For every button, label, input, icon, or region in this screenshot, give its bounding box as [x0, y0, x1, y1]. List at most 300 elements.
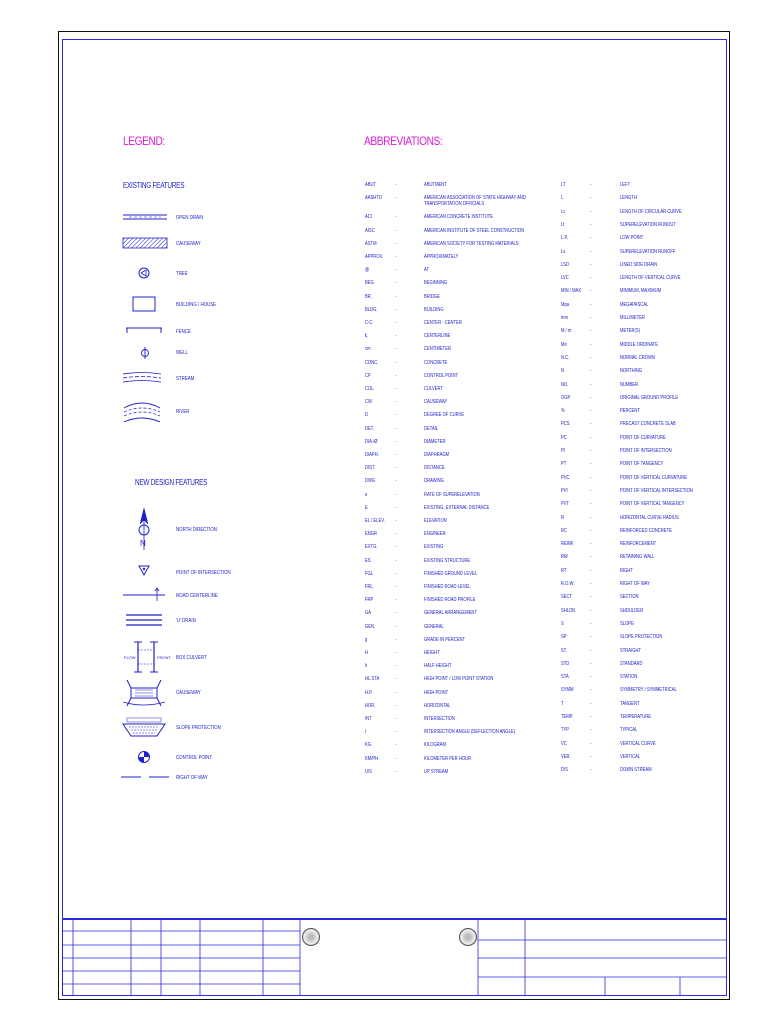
- abbreviation-code: @: [365, 267, 370, 274]
- abbreviation-definition: POINT OF VERTICAL CURVATURE: [620, 474, 688, 481]
- abbreviation-definition: POINT OF CURVATURE: [620, 434, 666, 441]
- abbreviation-separator: -: [590, 620, 592, 627]
- abbreviation-definition: GENERAL: [424, 623, 444, 630]
- abbreviation-separator: -: [590, 487, 592, 494]
- abbreviation-definition: RIGHT: [620, 567, 633, 574]
- abbreviation-separator: -: [395, 293, 397, 300]
- abbreviation-code: OGP: [561, 394, 571, 401]
- abbreviation-definition: LEFT: [620, 182, 631, 188]
- legend-label: SLOPE PROTECTION: [176, 725, 221, 731]
- abbreviation-separator: -: [590, 381, 592, 388]
- abbreviation-separator: -: [395, 306, 397, 313]
- abbreviation-code: Lt: [561, 221, 565, 228]
- abbreviation-separator: -: [590, 514, 592, 521]
- abbreviation-code: FGL: [365, 570, 374, 577]
- abbreviation-separator: -: [395, 478, 397, 485]
- abbreviation-separator: -: [395, 689, 397, 696]
- abbreviation-code: DIST.: [365, 465, 376, 472]
- abbreviation-separator: -: [395, 386, 397, 392]
- abbreviation-separator: -: [395, 636, 397, 643]
- abbreviation-definition: EXISTING: [424, 544, 444, 551]
- open-drain-icon: [121, 212, 169, 222]
- abbreviation-code: KG.: [365, 742, 373, 749]
- legend-label: CONTROL POINT: [176, 755, 213, 761]
- abbreviation-code: DWG: [365, 478, 376, 485]
- abbreviation-separator: -: [395, 597, 397, 604]
- abbreviation-definition: DETAIL: [424, 425, 439, 432]
- abbreviation-code: STD: [561, 660, 570, 667]
- abbreviation-separator: -: [590, 368, 592, 375]
- abbreviation-definition: UP STREAM: [424, 768, 449, 775]
- abbreviation-definition: REINFORCED CONCRETE: [620, 527, 672, 534]
- abbreviation-code: CUL.: [365, 386, 375, 392]
- abbreviation-separator: -: [395, 254, 397, 260]
- abbreviation-code: PVT: [561, 501, 570, 508]
- legend-label: STREAM: [176, 376, 195, 382]
- abbreviation-definition: LENGTH: [620, 195, 637, 202]
- abbreviation-definition: EXISTING STRUCTURE: [424, 557, 471, 564]
- abbreviation-separator: -: [395, 214, 397, 221]
- abbreviation-code: H: [365, 650, 368, 656]
- abbreviation-separator: -: [590, 341, 592, 348]
- abbreviation-code: GEN.: [365, 623, 376, 630]
- abbreviation-definition: BEGINNING: [424, 280, 448, 287]
- abbreviation-code: DIAPH.: [365, 452, 379, 458]
- abbreviation-separator: -: [395, 182, 397, 188]
- abbreviation-separator: -: [395, 320, 397, 326]
- abbreviation-code: BEG.: [365, 280, 375, 287]
- abbreviation-code: EL / ELEV.: [365, 518, 385, 524]
- abbreviation-separator: -: [590, 461, 592, 468]
- abbreviation-separator: -: [395, 584, 397, 590]
- causeway-hatch-icon: [121, 237, 169, 249]
- abbreviation-code: PC: [561, 434, 567, 441]
- abbreviation-separator: -: [590, 541, 592, 548]
- abbreviation-separator: -: [395, 610, 397, 617]
- abbreviation-separator: -: [590, 687, 592, 694]
- abbreviation-code: CONC.: [365, 359, 379, 366]
- abbreviation-separator: -: [395, 491, 397, 498]
- abbreviation-separator: -: [395, 650, 397, 656]
- slope-protection-icon: [119, 716, 169, 738]
- abbreviation-separator: -: [395, 518, 397, 524]
- well-icon: [139, 346, 151, 360]
- abbreviation-definition: GRADE IN PERCENT: [424, 636, 466, 643]
- legend-label: BOX CULVERT: [176, 655, 207, 661]
- abbreviation-separator: -: [590, 714, 592, 720]
- abbreviation-definition: KILOGRAM: [424, 742, 446, 749]
- abbreviation-code: mm: [561, 315, 568, 321]
- abbreviation-definition: NORTHING: [620, 368, 643, 375]
- abbreviation-separator: -: [590, 554, 592, 561]
- abbreviation-separator: -: [590, 315, 592, 321]
- legend-label: NORTH DIRECTION: [176, 527, 217, 533]
- abbreviation-separator: -: [395, 359, 397, 366]
- svg-text:N: N: [140, 539, 146, 548]
- abbreviation-code: DIA./Ø: [365, 438, 378, 445]
- abbreviation-code: AISC: [365, 227, 375, 234]
- abbreviation-code: R.O.W.: [561, 581, 575, 587]
- abbreviation-definition: AMERICAN CONCRETE INSTITUTE: [424, 214, 493, 221]
- abbreviation-code: S: [561, 620, 564, 627]
- abbreviation-separator: -: [590, 474, 592, 481]
- abbreviation-code: APPROX.: [365, 254, 384, 260]
- abbreviation-definition: POINT OF VERTICAL INTERSECTION: [620, 487, 693, 494]
- abbreviation-definition: FINISHED ROAD LEVEL: [424, 584, 471, 590]
- building-icon: [131, 295, 157, 313]
- abbreviation-definition: NUMBER: [620, 381, 638, 388]
- abbreviation-definition: AMERICAN ASSOCIATION OF STATE HIGHWAY AND TRANSPORTATION OFFICIALS: [424, 195, 526, 208]
- abbreviation-separator: -: [590, 767, 592, 774]
- abbreviation-definition: POINT OF INTERSECTION: [620, 448, 672, 454]
- north-arrow-icon: [133, 506, 155, 552]
- abbreviation-definition: AMERICAN SOCIETY FOR TESTING MATERIALS: [424, 240, 519, 247]
- abbreviation-separator: -: [395, 663, 397, 670]
- abbreviation-code: NO.: [561, 381, 569, 388]
- abbreviation-definition: INTERSECTION ANGLE (DEFLECTION ANGLE): [424, 729, 516, 736]
- abbreviation-separator: -: [590, 275, 592, 282]
- abbreviation-separator: -: [590, 674, 592, 681]
- abbreviation-definition: LENGTH OF CIRCULAR CURVE: [620, 208, 682, 215]
- tree-icon: [137, 266, 151, 280]
- abbreviation-definition: KILOMETER PER HOUR: [424, 755, 472, 762]
- abbreviation-definition: STANDARD: [620, 660, 643, 667]
- abbreviation-code: BR.: [365, 293, 372, 300]
- abbreviation-code: D: [365, 412, 368, 419]
- abbreviation-code: CP: [365, 372, 371, 379]
- abbreviation-code: RW: [561, 554, 568, 561]
- abbreviation-code: BLDG.: [365, 306, 378, 313]
- abbreviation-code: SHLDR.: [561, 607, 577, 614]
- abbreviation-code: SYMM: [561, 687, 574, 694]
- abbreviation-separator: -: [395, 372, 397, 379]
- abbreviation-definition: CULVERT: [424, 386, 443, 392]
- abbreviation-separator: -: [395, 768, 397, 775]
- abbreviation-definition: ENGINEER: [424, 531, 446, 538]
- abbreviation-definition: MINIMUM, MAXIMUM: [620, 288, 662, 295]
- abbreviation-code: KM/PH: [365, 755, 379, 762]
- abbreviation-code: g: [365, 636, 368, 643]
- abbreviation-separator: -: [395, 742, 397, 749]
- abbreviation-code: TEMP.: [561, 714, 574, 720]
- abbreviation-code: E: [365, 504, 368, 511]
- abbreviation-definition: ORIGINAL GROUND PROFILE: [620, 394, 679, 401]
- abbreviation-definition: DEGREE OF CURVE: [424, 412, 465, 419]
- legend-label: CAUSEWAY: [176, 690, 201, 696]
- abbreviation-separator: -: [590, 221, 592, 228]
- abbreviation-definition: MIDDLE ORDINATE: [620, 341, 658, 348]
- abbreviation-code: PCS: [561, 421, 570, 428]
- abbreviation-code: PVI: [561, 487, 568, 494]
- legend-label: WELL: [176, 350, 188, 356]
- abbreviation-separator: -: [590, 421, 592, 428]
- abbreviation-separator: -: [590, 647, 592, 654]
- abbreviation-definition: EXISTING, EXTERNAL DISTANCE: [424, 504, 490, 511]
- abbreviation-code: D/S: [561, 767, 568, 774]
- abbreviation-definition: ELEVATION: [424, 518, 447, 524]
- abbreviation-definition: CENTER - CENTER: [424, 320, 462, 326]
- abbreviation-code: STA: [561, 674, 569, 681]
- abbreviation-separator: -: [395, 570, 397, 577]
- abbreviation-definition: BRIDGE: [424, 293, 440, 300]
- abbreviation-separator: -: [590, 354, 592, 361]
- abbreviation-code: LSD: [561, 261, 570, 268]
- abbreviation-separator: -: [590, 448, 592, 454]
- abbreviation-definition: TANGENT: [620, 700, 640, 707]
- abbreviation-definition: DIAPHRAGM: [424, 452, 450, 458]
- abbreviation-definition: SUPERELEVATION RUNOUT: [620, 221, 676, 228]
- abbreviation-code: ABUT: [365, 182, 377, 188]
- abbreviation-definition: HORIZONTAL CURVE RADIUS: [620, 514, 679, 521]
- abbreviation-code: N: [561, 368, 564, 375]
- abbreviation-definition: SLOPE: [620, 620, 634, 627]
- abbreviation-definition: BUILDING: [424, 306, 444, 313]
- legend-label: CAUSEWAY: [176, 241, 201, 247]
- intersection-point-icon: [137, 563, 151, 579]
- abbreviation-separator: -: [590, 660, 592, 667]
- abbreviation-definition: STRAIGHT: [620, 647, 641, 654]
- existing-features-title: EXISTING FEATURES: [123, 181, 185, 190]
- abbreviation-separator: -: [395, 412, 397, 419]
- right-of-way-icon: [119, 773, 171, 781]
- abbreviation-separator: -: [590, 501, 592, 508]
- abbreviation-definition: HALF HEIGHT: [424, 663, 452, 670]
- abbreviation-definition: NORMAL CROWN: [620, 354, 655, 361]
- abbreviation-definition: RETAINING WALL: [620, 554, 655, 561]
- abbreviation-code: h: [365, 663, 368, 670]
- abbreviation-code: M / m: [561, 328, 572, 335]
- abbreviation-code: N.C.: [561, 354, 570, 361]
- abbreviation-separator: -: [395, 399, 397, 406]
- abbreviation-separator: -: [590, 581, 592, 587]
- abbreviation-code: FRL: [365, 584, 373, 590]
- abbreviation-code: Mpa: [561, 301, 570, 308]
- abbreviation-code: L.P.: [561, 235, 568, 242]
- abbreviation-code: ST.: [561, 647, 567, 654]
- abbreviation-definition: POINT OF TANGENCY: [620, 461, 664, 468]
- abbreviation-separator: -: [590, 288, 592, 295]
- abbreviation-code: RT: [561, 567, 567, 574]
- legend-label: FENCE: [176, 329, 191, 335]
- abbreviation-definition: POINT OF VERTICAL TANGENCY: [620, 501, 685, 508]
- road-centerline-icon: [121, 587, 167, 603]
- abbreviation-code: LT: [561, 182, 566, 188]
- abbreviation-code: SECT: [561, 594, 573, 601]
- abbreviation-separator: -: [395, 195, 397, 202]
- abbreviation-code: ℄: [365, 333, 368, 340]
- stream-icon: [121, 370, 163, 386]
- abbreviation-definition: PRECAST CONCRETE SLAB: [620, 421, 676, 428]
- abbreviation-code: ES: [365, 557, 371, 564]
- new-causeway-icon: [121, 678, 167, 708]
- abbreviation-definition: TYPICAL: [620, 727, 638, 734]
- abbreviation-separator: -: [590, 182, 592, 188]
- abbreviation-separator: -: [395, 623, 397, 630]
- abbreviation-code: FRP: [365, 597, 374, 604]
- abbreviation-separator: -: [590, 248, 592, 255]
- abbreviation-definition: SLOPE PROTECTION: [620, 634, 663, 641]
- un-emblem-seal-right: [459, 928, 477, 946]
- abbreviation-code: U/S: [365, 768, 372, 775]
- legend-title: LEGEND:: [123, 134, 165, 148]
- legend-label: BUILDING / HOUSE: [176, 302, 217, 308]
- abbreviation-code: Ls: [561, 248, 566, 255]
- abbreviation-definition: AT: [424, 267, 429, 274]
- abbreviation-definition: APPROXIMATELY: [424, 254, 459, 260]
- abbreviation-separator: -: [395, 465, 397, 472]
- abbreviation-definition: FINISHED GROUND LEVEL: [424, 570, 478, 577]
- abbreviation-definition: DISTANCE: [424, 465, 445, 472]
- abbreviation-separator: -: [395, 702, 397, 709]
- abbreviation-separator: -: [590, 434, 592, 441]
- abbreviation-definition: MILLIMETER: [620, 315, 645, 321]
- abbreviation-separator: -: [590, 634, 592, 641]
- abbreviation-definition: PERCENT: [620, 408, 640, 415]
- abbreviation-definition: TEMPERATURE: [620, 714, 652, 720]
- abbreviation-separator: -: [590, 394, 592, 401]
- abbreviation-definition: SHOULDER: [620, 607, 644, 614]
- abbreviation-definition: VERTICAL CURVE: [620, 740, 656, 747]
- abbreviation-code: e: [365, 491, 368, 498]
- box-culvert-icon: [124, 640, 172, 674]
- abbreviation-code: ENGR: [365, 531, 377, 538]
- abbreviation-definition: REINFORCEMENT: [620, 541, 657, 548]
- abbreviation-separator: -: [590, 208, 592, 215]
- abbreviation-separator: -: [590, 195, 592, 202]
- abbreviation-code: PI: [561, 448, 565, 454]
- abbreviation-code: DET.: [365, 425, 374, 432]
- abbreviation-code: T: [561, 700, 564, 707]
- abbreviation-code: AASHTO: [365, 195, 382, 202]
- abbreviation-definition: GENERAL ARRANGEMENT: [424, 610, 477, 617]
- legend-label: RIVER: [176, 409, 190, 415]
- abbreviation-definition: HIGH POINT / LOW POINT STATION: [424, 676, 494, 683]
- abbreviation-definition: METER(S): [620, 328, 641, 335]
- abbreviation-code: R: [561, 514, 564, 521]
- abbreviation-code: H.P.: [365, 689, 373, 696]
- abbreviation-definition: MEGAPASCAL: [620, 301, 649, 308]
- emblem-seal-left: [302, 928, 320, 946]
- abbreviation-separator: -: [590, 301, 592, 308]
- abbreviation-separator: -: [590, 408, 592, 415]
- abbreviation-definition: DRAWING: [424, 478, 444, 485]
- abbreviation-definition: HEIGHT: [424, 650, 440, 656]
- abbreviation-definition: VERTICAL: [620, 753, 641, 760]
- abbreviation-code: ASTM: [365, 240, 377, 247]
- abbreviation-definition: SYMMETRY / SYMMETRICAL: [620, 687, 677, 694]
- abbreviation-definition: INTERSECTION: [424, 716, 455, 722]
- abbreviation-code: GA: [365, 610, 371, 617]
- fence-icon: [124, 326, 164, 334]
- abbreviation-definition: CENTIMETER: [424, 346, 451, 353]
- abbreviation-code: REINF.: [561, 541, 575, 548]
- abbreviation-code: C-C: [365, 320, 373, 326]
- abbreviation-separator: -: [395, 716, 397, 722]
- abbreviation-code: Mo: [561, 341, 567, 348]
- abbreviation-definition: STATION: [620, 674, 638, 681]
- abbreviation-definition: RIGHT OF WAY: [620, 581, 650, 587]
- abbreviation-code: TYP: [561, 727, 570, 734]
- abbreviation-separator: -: [395, 240, 397, 247]
- abbreviation-code: INT: [365, 716, 372, 722]
- abbreviation-separator: -: [395, 676, 397, 683]
- legend-label: TREE: [176, 271, 188, 277]
- abbreviation-definition: CONTROL POINT: [424, 372, 458, 379]
- abbreviation-definition: SUPERELEVATION RUNOFF: [620, 248, 676, 255]
- abbreviation-code: VC: [561, 740, 567, 747]
- abbreviation-definition: LINED SIDE DRAIN: [620, 261, 658, 268]
- abbreviation-code: RC: [561, 527, 567, 534]
- abbreviation-separator: -: [590, 700, 592, 707]
- abbreviation-separator: -: [395, 544, 397, 551]
- abbreviation-code: VER.: [561, 753, 571, 760]
- abbreviation-code: ACI: [365, 214, 372, 221]
- river-icon: [121, 400, 163, 426]
- abbreviation-separator: -: [590, 607, 592, 614]
- legend-label: OPEN DRAIN: [176, 215, 204, 221]
- title-block: [62, 919, 727, 996]
- abbreviation-separator: -: [395, 346, 397, 353]
- abbreviation-definition: CAUSEWAY: [424, 399, 448, 406]
- abbreviation-separator: -: [590, 740, 592, 747]
- abbreviation-separator: -: [590, 727, 592, 734]
- abbreviation-definition: CENTERLINE: [424, 333, 451, 340]
- abbreviation-definition: HORIZONTAL: [424, 702, 451, 709]
- abbreviation-code: PVC: [561, 474, 570, 481]
- abbreviation-separator: -: [590, 527, 592, 534]
- abbreviation-separator: -: [590, 567, 592, 574]
- abbreviation-definition: CONCRETE: [424, 359, 448, 366]
- abbreviation-code: HOR.: [365, 702, 376, 709]
- abbreviation-separator: -: [395, 267, 397, 274]
- control-point-icon: [136, 749, 152, 765]
- abbreviation-code: %: [561, 408, 565, 415]
- svg-text:FLOW: FLOW: [124, 655, 136, 660]
- abbreviation-separator: -: [395, 557, 397, 564]
- abbreviation-separator: -: [395, 333, 397, 340]
- abbreviation-code: MIN / MAX: [561, 288, 582, 295]
- abbreviation-definition: LOW POINT: [620, 235, 644, 242]
- abbreviation-code: CW: [365, 399, 372, 406]
- abbreviations-title: ABBREVIATIONS:: [364, 134, 443, 148]
- abbreviation-definition: HIGH POINT: [424, 689, 449, 696]
- u-drain-icon: [124, 612, 164, 628]
- abbreviation-code: LVC: [561, 275, 569, 282]
- abbreviation-separator: -: [590, 261, 592, 268]
- abbreviation-separator: -: [395, 425, 397, 432]
- abbreviation-definition: DOWN STREAM: [620, 767, 652, 774]
- legend-label: ROAD CENTERLINE: [176, 593, 218, 599]
- abbreviation-code: I: [365, 729, 367, 736]
- abbreviation-code: EXTG.: [365, 544, 378, 551]
- abbreviation-definition: DIAMETER: [424, 438, 446, 445]
- abbreviation-definition: LENGTH OF VERTICAL CURVE: [620, 275, 681, 282]
- abbreviation-definition: AMERICAN INSTITUTE OF STEEL CONSTRUCTION: [424, 227, 525, 234]
- abbreviation-separator: -: [395, 280, 397, 287]
- abbreviation-code: L: [561, 195, 564, 202]
- abbreviation-code: PT: [561, 461, 567, 468]
- abbreviation-separator: -: [590, 594, 592, 601]
- abbreviation-code: Lc: [561, 208, 566, 215]
- abbreviation-definition: SECTION: [620, 594, 639, 601]
- abbreviation-separator: -: [395, 452, 397, 458]
- abbreviation-definition: FINISHED ROAD PROFILE: [424, 597, 476, 604]
- abbreviation-separator: -: [395, 755, 397, 762]
- abbreviation-separator: -: [395, 227, 397, 234]
- legend-label: POINT OF INTERSECTION: [176, 570, 231, 576]
- abbreviation-definition: ABUTMENT: [424, 182, 447, 188]
- abbreviation-separator: -: [395, 531, 397, 538]
